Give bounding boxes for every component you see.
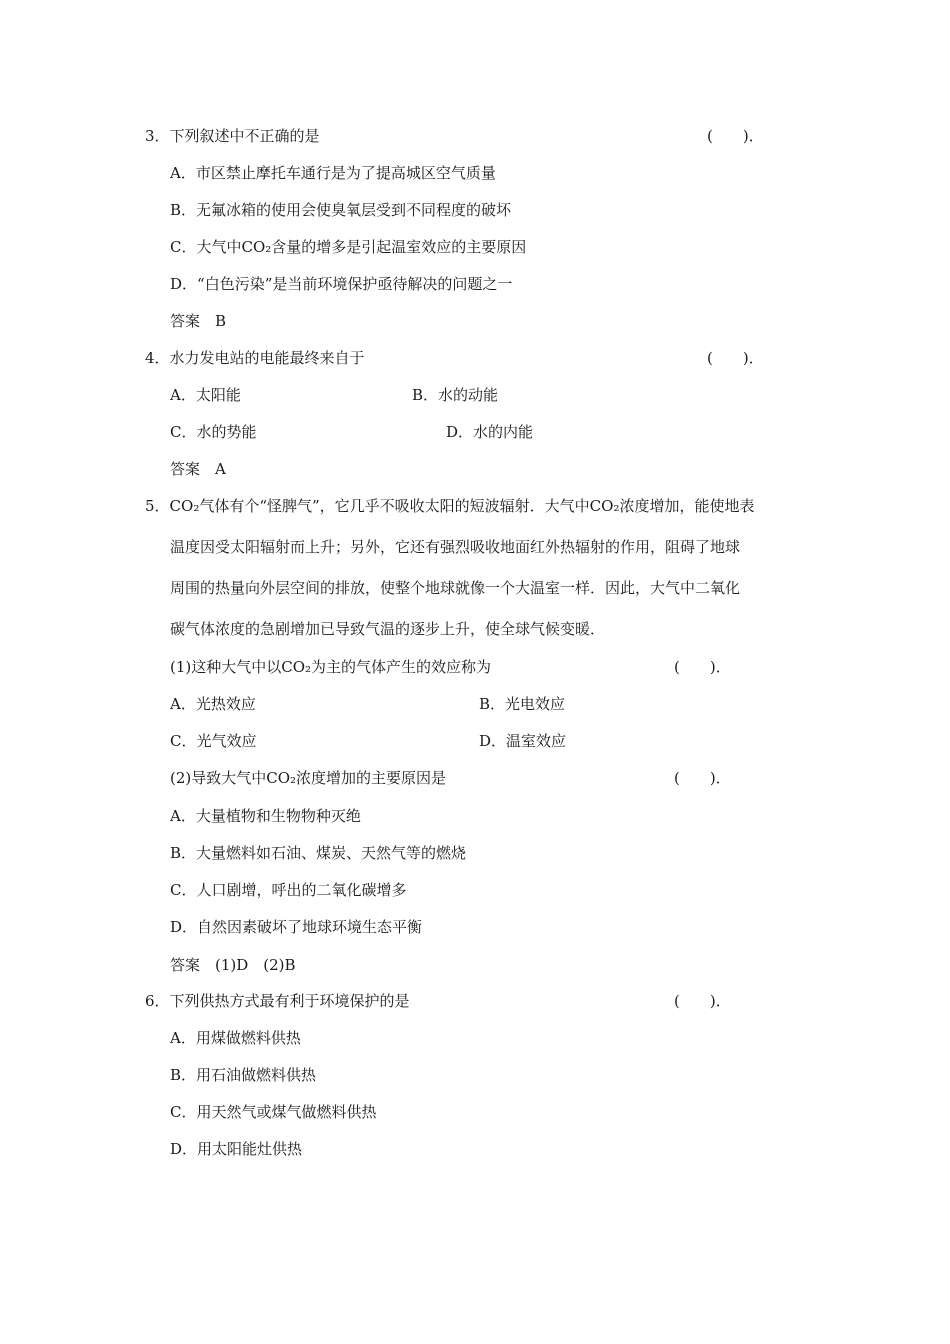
q5-sub2-option-d: D．自然因素破坏了地球环境生态平衡 [170,918,423,936]
q6-option-a: A．用煤做燃料供热 [170,1029,301,1047]
q6-stem: 6．下列供热方式最有利于环境保护的是 [145,992,410,1010]
q5-sub1-option-a: A．光热效应 [170,695,256,713]
q3-option-d: D．“白色污染”是当前环境保护亟待解决的问题之一 [170,275,513,293]
q6-option-b: B．用石油做燃料供热 [170,1066,317,1084]
q5-stem-line-4: 碳气体浓度的急剧增加已导致气温的逐步上升，使全球气候变暖． [170,620,606,638]
q5-sub2-stem: (2)导致大气中CO₂浓度增加的主要原因是 [170,769,447,787]
q5-sub1-option-c: C．光气效应 [170,732,257,750]
q6-answer-paren: ( )． [674,992,731,1010]
q4-answer-paren: ( )． [707,349,764,367]
q4-option-d: D．水的内能 [446,423,534,441]
q5-sub1-option-b: B．光电效应 [479,695,566,713]
q5-sub2-option-b: B．大量燃料如石油、煤炭、天然气等的燃烧 [170,844,467,862]
q5-stem-line-1: 5．CO₂气体有个“怪脾气”，它几乎不吸收太阳的短波辐射．大气中CO₂浓度增加，能使地表 [145,497,755,515]
q3-option-a: A．市区禁止摩托车通行是为了提高城区空气质量 [170,164,496,182]
q5-sub1-option-d: D．温室效应 [479,732,567,750]
q6-option-c: C．用天然气或煤气做燃料供热 [170,1103,377,1121]
q3-answer-paren: ( )． [707,127,764,145]
q3-stem: 3．下列叙述中不正确的是 [145,127,320,145]
q4-option-c: C．水的势能 [170,423,257,441]
q4-option-b: B．水的动能 [412,386,499,404]
q5-sub1-stem: (1)这种大气中以CO₂为主的气体产生的效应称为 [170,658,492,676]
q5-stem-line-2: 温度因受太阳辐射而上升；另外，它还有强烈吸收地面红外热辐射的作用，阻碍了地球 [170,538,741,556]
q4-answer: 答案 A [170,460,226,478]
q5-sub2-answer-paren: ( )． [674,769,731,787]
q5-stem-line-3: 周围的热量向外层空间的排放，使整个地球就像一个大温室一样．因此，大气中二氧化 [170,579,741,597]
q4-stem: 4．水力发电站的电能最终来自于 [145,349,365,367]
q4-option-a: A．太阳能 [170,386,241,404]
q5-sub2-option-c: C．人口剧增，呼出的二氧化碳增多 [170,881,407,899]
q3-option-b: B．无氟冰箱的使用会使臭氧层受到不同程度的破坏 [170,201,512,219]
q6-option-d: D．用太阳能灶供热 [170,1140,303,1158]
q5-answer: 答案 (1)D (2)B [170,956,296,974]
q3-option-c: C．大气中CO₂含量的增多是引起温室效应的主要原因 [170,238,527,256]
q5-sub1-answer-paren: ( )． [674,658,731,676]
q5-sub2-option-a: A．大量植物和生物物种灭绝 [170,807,361,825]
q3-answer: 答案 B [170,312,227,330]
